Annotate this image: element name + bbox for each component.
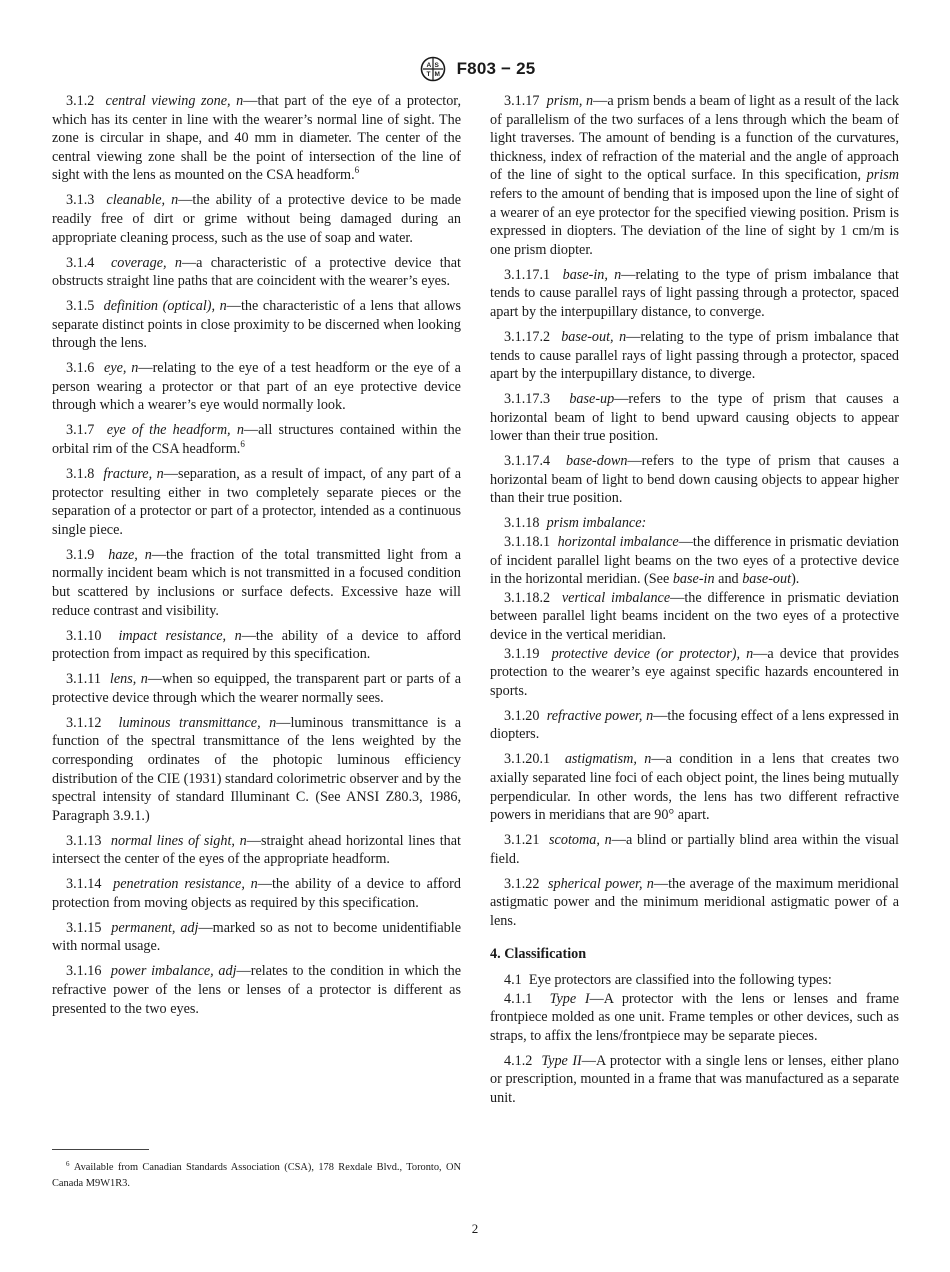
cross-reference: base-out xyxy=(742,571,792,588)
clause-number: 3.1.17.3 xyxy=(504,391,551,408)
clause-number: 3.1.19 xyxy=(504,645,540,662)
term: horizontal imbalance xyxy=(557,534,679,551)
term: base-in, n xyxy=(562,266,622,283)
clause-number: 4.1 xyxy=(504,972,522,989)
clause-text: —A protector with the lens or lenses and frame frontpiece molded as one unit. Frame temples or other devices, such as straps, to affix the lens/frontpiece may be separate pieces. xyxy=(490,990,899,1044)
clause-number: 3.1.8 xyxy=(66,466,95,483)
clause-number: 3.1.20 xyxy=(504,707,540,724)
footnote xyxy=(52,1160,461,1192)
term: coverage, n xyxy=(111,254,182,271)
definition-3-1-17-1 xyxy=(490,266,899,322)
definition-text: —relating to the type of prism imbalance that tends to cause parallel rays of light passing through a protector, spaced apart by the interpupillary distance, to diverge. xyxy=(490,328,899,383)
definition-3-1-12 xyxy=(52,714,461,826)
term: central viewing zone, n xyxy=(105,93,244,109)
term: haze, n xyxy=(108,546,152,563)
definition-text: —marked so as not to become unidentifiable with normal usage. xyxy=(52,919,461,955)
clause-number: 3.1.13 xyxy=(66,832,102,849)
definition-3-1-13 xyxy=(52,832,461,869)
definition-text: —the characteristic of a lens that allows separate distinct points in close proximity to be discerned when looking through the lens. xyxy=(52,298,461,352)
term: permanent, adj xyxy=(111,919,199,936)
footnote-reference[interactable]: 6 xyxy=(354,165,360,176)
definition-text: —the average of the maximum meridional astigmatic power and the minimum meridional astigmatic power of a lens. xyxy=(490,875,900,929)
definition-3-1-16 xyxy=(52,962,461,1018)
definition-text: and xyxy=(714,571,743,588)
definition-text: —refers to the type of prism that causes a horizontal beam of light to bend upward causing objects to appear lower than their true position. xyxy=(490,391,900,445)
definition-3-1-2 xyxy=(52,92,461,185)
definition-text: —separation, as a result of impact, of any part of a protector resulting either in two completely separate pieces or the separation of a protector or part of a protector, intended as a continuous single piece. xyxy=(52,466,462,538)
term: Type I xyxy=(549,990,590,1007)
clause-number: 3.1.15 xyxy=(66,919,102,936)
definition-3-1-14 xyxy=(52,875,461,912)
term: cleanable, n xyxy=(106,192,179,209)
definition-3-1-8 xyxy=(52,465,461,539)
definition-text: —relates to the condition in which the refractive power of the lens or lenses of a protector is different as presented to the two eyes. xyxy=(52,963,461,1017)
definition-text: —a prism bends a beam of light as a result of the lack of parallelism of the two surfaces of a lens through which the beam of light traverses. The amount of bending is a function of the curvatures, thickness, index of refraction of the material and the angle of approach of the line of sight to the optical surface. In this specification, xyxy=(490,93,900,184)
term: normal lines of sight, n xyxy=(110,832,247,849)
term: power imbalance, adj xyxy=(110,963,237,980)
term: prism, n xyxy=(546,93,594,109)
term: eye of the headform, n xyxy=(106,422,244,439)
clause-number: 3.1.18.2 xyxy=(504,589,551,606)
definition-3-1-20 xyxy=(490,707,899,744)
definition-3-1-17-3 xyxy=(490,390,899,446)
section-heading-classification: 4. Classification xyxy=(490,946,587,963)
svg-text:T: T xyxy=(426,71,431,78)
term: base-out, n xyxy=(561,328,627,345)
clause-4-1-1 xyxy=(490,990,899,1046)
definition-text: —a condition in a lens that creates two axially separated line foci of each object point, the lines being mutually perpendicular. In other words, the lens has two different refractive powers in meridians that are 90° apart. xyxy=(490,751,900,824)
clause-number: 3.1.3 xyxy=(66,192,95,209)
definition-3-1-9 xyxy=(52,546,461,620)
definition-3-1-17-4 xyxy=(490,452,899,508)
clause-number: 3.1.7 xyxy=(66,422,95,439)
svg-text:A: A xyxy=(426,62,431,69)
definition-text: —luminous transmittance is a function of the spectral transmittance of the lens weighted by the corresponding ordinates of the photopic luminous efficiency distribution of the CIE (1931) standard colorimetric observer and by the spectral intensity of standard Illuminant C. (See ANSI Z80.3, 1986, Paragraph 3.9.1.) xyxy=(52,714,461,824)
term: vertical imbalance xyxy=(561,589,671,606)
clause-number: 3.1.17 xyxy=(504,93,540,109)
definition-text: —straight ahead horizontal lines that intersect the center of the eyes of the appropriate headform. xyxy=(52,832,461,868)
footnote-divider xyxy=(52,1149,149,1150)
term: scotoma, n xyxy=(549,832,612,849)
definition-3-1-18 xyxy=(490,514,899,533)
clause-number: 3.1.10 xyxy=(66,627,102,644)
term: penetration resistance, n xyxy=(113,876,258,893)
term: eye, n xyxy=(104,360,139,377)
term: luminous transmittance, n xyxy=(118,714,277,731)
term: definition (optical), n xyxy=(103,298,227,315)
clause-number: 3.1.6 xyxy=(66,360,95,377)
term: astigmatism, n xyxy=(564,751,652,768)
definition-text: —the ability of a device to afford protection from impact as required by this specification. xyxy=(52,627,461,663)
definition-3-1-18-1 xyxy=(490,533,899,589)
clause-number: 3.1.20.1 xyxy=(504,751,551,768)
page-header xyxy=(0,56,950,82)
definition-3-1-20-1 xyxy=(490,750,899,824)
definition-text: —relating to the type of prism imbalance that tends to cause parallel rays of light passing through a protector, spaced apart by the interpupillary distance, to converge. xyxy=(490,266,899,320)
definition-text: —a device that provides protection to the wearer’s eye against specific hazards encountered in sports. xyxy=(490,645,900,699)
cross-reference: base-in xyxy=(672,571,715,588)
svg-text:M: M xyxy=(434,71,440,78)
clause-text: Eye protectors are classified into the following types: xyxy=(528,972,832,989)
clause-number: 3.1.9 xyxy=(66,546,95,563)
definition-text: —the difference in prismatic deviation of incident parallel light beams on the two eyes of a protective device in the horizontal meridian. (See xyxy=(490,534,900,588)
astm-logo-icon xyxy=(415,56,451,82)
term: prism imbalance: xyxy=(546,515,647,532)
clause-number: 3.1.2 xyxy=(66,93,95,109)
term: Type II xyxy=(541,1052,582,1069)
term: protective device (or protector), n xyxy=(551,645,754,662)
definition-3-1-10 xyxy=(52,627,461,664)
left-column xyxy=(52,92,461,1025)
definition-3-1-21 xyxy=(490,831,899,868)
right-column xyxy=(490,92,899,1108)
definition-3-1-11 xyxy=(52,670,461,707)
definition-3-1-17 xyxy=(490,92,899,259)
svg-text:S: S xyxy=(434,62,439,69)
clause-4-1 xyxy=(490,971,899,990)
term: refractive power, n xyxy=(546,707,654,724)
definition-3-1-3 xyxy=(52,191,461,247)
clause-number: 4.1.2 xyxy=(504,1052,533,1069)
definition-text: —the fraction of the total transmitted light from a normally incident beam which is not transmitted in a focused condition but scattered by inclusions or surface defects. Excessive haze will reduce contrast and visibility. xyxy=(52,546,461,619)
clause-number: 3.1.17.1 xyxy=(504,266,551,283)
clause-number: 3.1.5 xyxy=(66,298,95,315)
definition-3-1-22 xyxy=(490,875,899,931)
footnote-text: Available from Canadian Standards Association (CSA), 178 Rexdale Blvd., Toronto, ON Canada M9W1R3. xyxy=(52,1162,461,1189)
term: base-up xyxy=(569,391,615,408)
clause-number: 3.1.11 xyxy=(66,671,101,688)
term: lens, n xyxy=(109,671,148,688)
clause-number: 3.1.4 xyxy=(66,254,95,271)
definition-3-1-6 xyxy=(52,359,461,415)
term: base-down xyxy=(566,453,628,470)
definition-text: —when so equipped, the transparent part or parts of a protective device through which the wearer normally sees. xyxy=(52,671,462,706)
clause-number: 4.1.1 xyxy=(504,990,533,1007)
clause-number: 3.1.14 xyxy=(66,876,102,893)
clause-number: 3.1.22 xyxy=(504,875,540,892)
page-number: 2 xyxy=(471,1221,479,1236)
clause-number: 3.1.17.4 xyxy=(504,453,551,470)
definition-3-1-18-2 xyxy=(490,589,899,645)
definition-text: —the ability of a protective device to be made readily free of dirt or grime without being damaged during an appropriate cleaning process, such as the use of soap and water. xyxy=(52,192,462,246)
definition-3-1-7 xyxy=(52,421,461,458)
footnote-reference[interactable]: 6 xyxy=(240,439,245,450)
footnote-mark: 6 xyxy=(66,1160,70,1168)
definition-text: —the ability of a device to afford protection from moving objects as required by this specification. xyxy=(52,876,461,911)
term: impact resistance, n xyxy=(118,627,242,644)
definition-text: —the difference in prismatic deviation between parallel light beams incident on the two eyes of a protective device in the vertical meridian. xyxy=(490,589,899,643)
definition-text: refers to the amount of bending that is imposed upon the line of sight of a wearer of an eye protector for the specified viewing position. Prism is expressed in diopters. The deviation of the line of sight by 1 cm/m is one prism diopter. xyxy=(490,185,899,258)
definition-3-1-17-2 xyxy=(490,328,899,384)
clause-number: 3.1.18.1 xyxy=(504,534,551,551)
definition-text: —refers to the type of prism that causes a horizontal beam of light to bend down causing objects to appear higher than their true position. xyxy=(490,453,900,507)
definition-text: —relating to the eye of a test headform or the eye of a person wearing a protector or that part of an eye protective device through which a wearer’s eye would normally look. xyxy=(52,360,461,414)
definition-text: —that part of the eye of a protector, which has its center in line with the wearer’s normal line of sight. The zone is circular in shape, and 40 mm in diameter. The center of the central viewing zone shall be the point of intersection of the line of sight with the lens as mounted on the CSA headform. xyxy=(52,93,461,184)
term: fracture, n xyxy=(103,466,164,483)
clause-text: —A protector with a single lens or lenses, either plano or prescription, mounted in a frame that was manufactured as a separate unit. xyxy=(490,1052,899,1106)
clause-4-1-2 xyxy=(490,1052,899,1108)
definition-text: —all structures contained within the orbital rim of the CSA headform. xyxy=(52,422,462,458)
term: spherical power, n xyxy=(548,875,654,892)
definition-text: —a characteristic of a protective device that obstructs straight line paths that are coincident with the wearer’s eyes. xyxy=(52,254,462,290)
clause-number: 3.1.18 xyxy=(504,515,540,532)
clause-number: 3.1.17.2 xyxy=(504,328,551,345)
clause-number: 3.1.12 xyxy=(66,714,102,731)
definition-3-1-4 xyxy=(52,254,461,291)
clause-number: 3.1.16 xyxy=(66,963,102,980)
standard-designation: F803 − 25 xyxy=(456,59,536,78)
definition-3-1-15 xyxy=(52,919,461,956)
term-emphasis: prism xyxy=(866,167,899,184)
definition-text: —a blind or partially blind area within the visual field. xyxy=(490,832,899,867)
definition-3-1-5 xyxy=(52,297,461,353)
definition-text: —the focusing effect of a lens expressed in diopters. xyxy=(490,707,899,743)
definition-text: ). xyxy=(791,571,800,588)
clause-number: 3.1.21 xyxy=(504,832,540,849)
definition-3-1-19 xyxy=(490,645,899,701)
